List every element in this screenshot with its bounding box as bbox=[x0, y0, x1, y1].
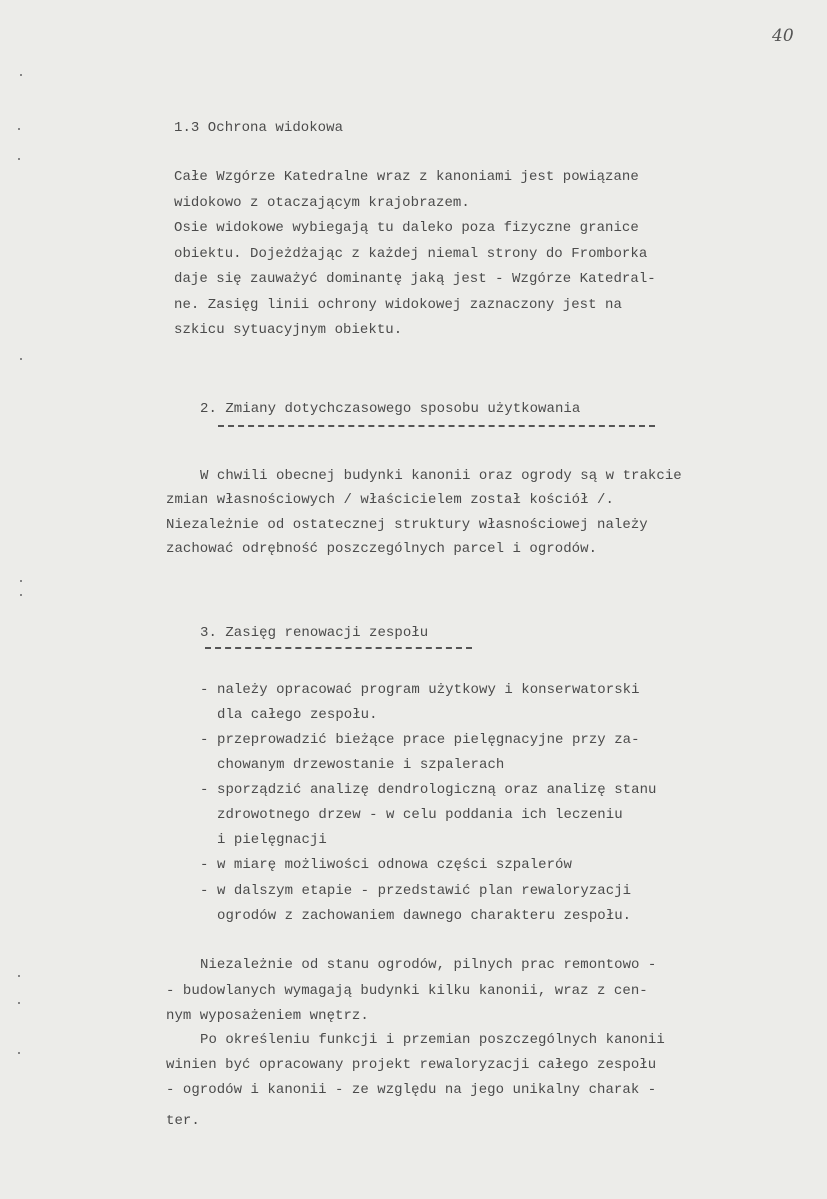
text-line: ter. bbox=[166, 1113, 200, 1129]
text-line: ne. Zasięg linii ochrony widokowej zaznaczony jest na bbox=[174, 296, 622, 313]
text-line: zdrowotnego drzew - w celu poddania ich leczeniu bbox=[217, 807, 623, 823]
text-line: obiektu. Dojeżdżając z każdej niemal strony do Fromborka bbox=[174, 245, 648, 262]
text-line: sporządzić analizę dendrologiczną oraz analizę stanu bbox=[217, 782, 657, 798]
text-line: ogrodów z zachowaniem dawnego charakteru zespołu. bbox=[217, 908, 632, 924]
text-line: Niezależnie od ostatecznej struktury własnościowej należy bbox=[166, 517, 648, 533]
text-line: chowanym drzewostanie i szpalerach bbox=[217, 757, 505, 773]
text-line: zachować odrębność poszczególnych parcel i ogrodów. bbox=[166, 541, 598, 557]
text-line: i pielęgnacji bbox=[217, 832, 327, 848]
heading-underline bbox=[218, 425, 655, 427]
text-line: nym wyposażeniem wnętrz. bbox=[166, 1008, 369, 1024]
text-line: Niezależnie od stanu ogrodów, pilnych prac remontowo - bbox=[200, 957, 657, 973]
heading-underline bbox=[205, 647, 472, 649]
text-line: szkicu sytuacyjnym obiektu. bbox=[174, 322, 403, 338]
text-line: daje się zauważyć dominantę jaką jest - Wzgórze Katedral- bbox=[174, 271, 656, 287]
text-line: w dalszym etapie - przedstawić plan rewaloryzacji bbox=[217, 883, 632, 899]
text-line: - budowlanych wymagają budynki kilku kanonii, wraz z cen- bbox=[166, 983, 648, 999]
text-line: przeprowadzić bieżące prace pielęgnacyjne przy za- bbox=[217, 732, 640, 748]
text-line: Całe Wzgórze Katedralne wraz z kanoniami jest powiązane bbox=[174, 169, 639, 185]
list-bullet: - bbox=[200, 883, 209, 899]
section-heading: 2. Zmiany dotychczasowego sposobu użytkowania bbox=[200, 401, 581, 417]
text-line: Osie widokowe wybiegają tu daleko poza fizyczne granice bbox=[174, 220, 639, 236]
section-heading: 3. Zasięg renowacji zespołu bbox=[200, 625, 429, 641]
list-bullet: - bbox=[200, 782, 209, 798]
text-line: - ogrodów i kanonii - ze względu na jego unikalny charak - bbox=[166, 1082, 657, 1098]
margin-mark bbox=[20, 74, 22, 76]
list-bullet: - bbox=[200, 857, 209, 873]
text-line: winien być opracowany projekt rewaloryzacji całego zespołu bbox=[166, 1057, 657, 1073]
margin-mark bbox=[20, 594, 22, 596]
text-line: zmian własnościowych / właścicielem został kościół /. bbox=[166, 492, 614, 508]
margin-mark bbox=[18, 1002, 20, 1004]
text-line: Po określeniu funkcji i przemian poszczególnych kanonii bbox=[200, 1032, 665, 1048]
margin-mark bbox=[20, 580, 22, 582]
margin-mark bbox=[18, 158, 20, 160]
margin-mark bbox=[20, 358, 22, 360]
text-line: należy opracować program użytkowy i konserwatorski bbox=[217, 682, 640, 698]
margin-mark bbox=[18, 975, 20, 977]
list-bullet: - bbox=[200, 682, 209, 698]
text-line: W chwili obecnej budynki kanonii oraz ogrody są w trakcie bbox=[200, 468, 682, 484]
section-heading: 1.3 Ochrona widokowa bbox=[174, 120, 344, 136]
text-line: dla całego zespołu. bbox=[217, 707, 378, 723]
text-line: w miarę możliwości odnowa części szpalerów bbox=[217, 857, 572, 873]
list-bullet: - bbox=[200, 732, 209, 748]
margin-mark bbox=[18, 128, 20, 130]
page-number: 40 bbox=[772, 26, 794, 46]
margin-mark bbox=[18, 1052, 20, 1054]
text-line: widokowo z otaczającym krajobrazem. bbox=[174, 194, 470, 211]
